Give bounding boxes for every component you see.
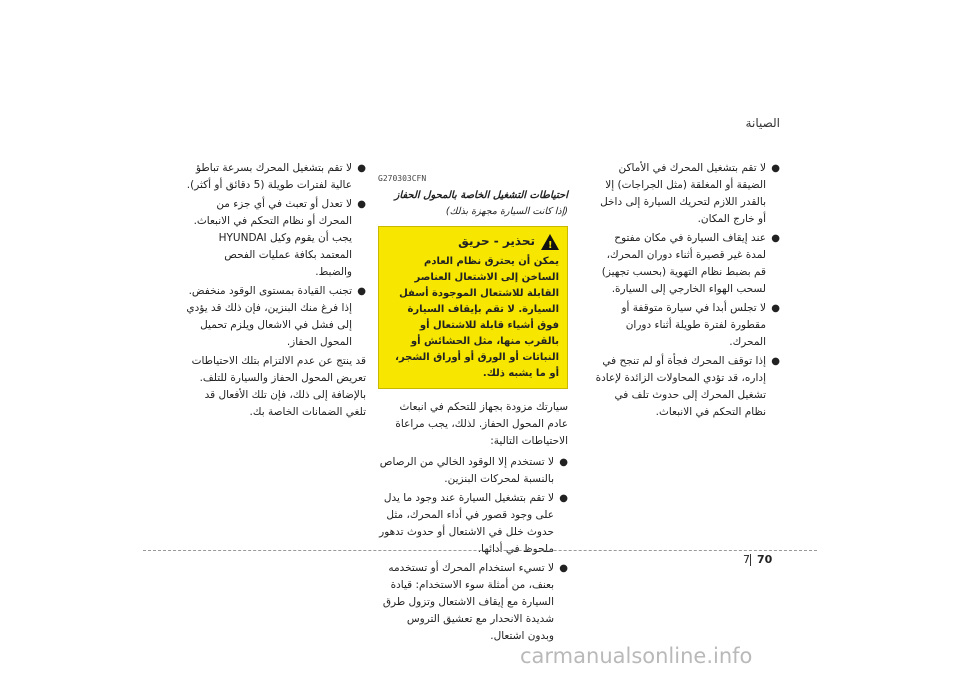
warning-header bbox=[387, 233, 559, 250]
middle-column bbox=[378, 170, 568, 647]
list-item: ● إذا توقف المحرك فجأة أو لم تنجح في إداره، قد تؤدي المحاولات الزائدة لإعادة تشغيل المحرك إلى حدوث تلف في نظام التحكم في الانبعاث. bbox=[595, 355, 780, 418]
list-item: ● لا تستخدم إلا الوقود الخالي من الرصاص بالنسبة لمحركات البنزين. bbox=[379, 456, 568, 485]
list-item: ● لا تقم بتشغيل المحرك في الأماكن الضيقة أو المغلقة (مثل الجراجات) إلا بالقدر اللازم لتحريك السيارة إلى داخل أو خارج المكان. bbox=[600, 162, 780, 225]
list-item: ● عند إيقاف السيارة في مكان مفتوح لمدة غير قصيرة أثناء دوران المحرك، قم بضبط نظام التهوية (بحسب تجهيز) لسحب الهواء الخارجي إلى السيارة. bbox=[601, 232, 780, 295]
footer-divider bbox=[143, 550, 817, 551]
page-separator bbox=[750, 554, 751, 566]
subsection-note: (إذا كانت السيارة مجهزة بذلك) bbox=[445, 206, 568, 217]
intro-paragraph: سيارتك مزودة بجهاز للتحكم في انبعاث عادم المحول الحفاز. لذلك، يجب مراعاة الاحتياطات التالية: bbox=[395, 401, 568, 447]
list-item: ● لا تقم بتشغيل المحرك بسرعة تباطؤ عالية لفترات طويلة (5 دقائق أو أكثر). bbox=[186, 162, 366, 191]
section-title: الصيانة bbox=[745, 116, 780, 130]
closing-paragraph: قد ينتج عن عدم الالتزام بتلك الاحتياطات تعريض المحول الحفاز والسيارة للتلف. بالإضافة إلى ذلك، فإن تلك الأفعال قد تلغي الضمانات الخاصة بك. bbox=[191, 355, 366, 418]
bullet-icon: ● bbox=[559, 457, 568, 468]
warning-triangle-icon: ! bbox=[541, 234, 559, 250]
bullet-icon: ● bbox=[357, 163, 366, 174]
list-item: ● لا تجلس أبدا في سيارة متوقفة أو مقطورة لفترة طويلة أثناء دوران المحرك. bbox=[621, 302, 780, 348]
left-column bbox=[186, 160, 366, 425]
bullet-icon: ● bbox=[559, 563, 568, 574]
bullet-icon: ● bbox=[559, 493, 568, 504]
warning-text: يمكن أن يحترق نظام العادم الساخن إلى الاشتعال العناصر القابلة للاشتعال الموجودة أسفل السيارة. لا تقم بإيقاف السيارة فوق أشياء قابلة للاشتعال أو بالقرب منها، مثل الحشائش أو النباتات أو الورق أو أوراق الشجر، أو ما يشبه ذلك. bbox=[395, 256, 559, 379]
list-item: ● لا تقم بتشغيل السيارة عند وجود ما يدل على وجود قصور في أداء المحرك، مثل حدوث خلل في الاشتعال أو حدوث تدهور ملحوظ في أدائها. bbox=[379, 492, 568, 555]
bullet-icon: ● bbox=[771, 356, 780, 367]
bullet-icon: ● bbox=[357, 199, 366, 210]
chapter-number: 7 bbox=[743, 553, 750, 566]
bullet-icon: ● bbox=[771, 303, 780, 314]
right-column bbox=[595, 160, 780, 423]
page-number bbox=[743, 553, 778, 566]
watermark: carmanualsonline.info bbox=[520, 644, 753, 668]
bullet-icon: ● bbox=[771, 163, 780, 174]
warning-title: تحذير - حريق bbox=[458, 234, 535, 248]
list-item: ● لا تعدل أو تعبث في أي جزء من المحرك أو نظام التحكم في الانبعاث. يجب أن يقوم وكيل HYUNDAI المعتمد بكافة عمليات الفحص والضبط. bbox=[193, 198, 366, 278]
list-item: ● تجنب القيادة بمستوى الوقود منخفض. إذا فرغ منك البنزين، فإن ذلك قد يؤدي إلى فشل في الاشعال ويلزم تحميل المحول الحفاز. bbox=[186, 285, 366, 348]
list-item: ● لا تسيء استخدام المحرك أو تستخدمه بعنف، من أمثلة سوء الاستخدام: قيادة السيارة مع إيقاف الاشتعال وتزول طرق شديدة الانحدار مع تعشيق التروس وبدون اشتعال. bbox=[382, 562, 568, 642]
page-number-value: 70 bbox=[757, 553, 773, 566]
warning-box bbox=[378, 226, 568, 389]
bullet-icon: ● bbox=[771, 233, 780, 244]
bullet-icon: ● bbox=[357, 286, 366, 297]
subsection-heading: احتياطات التشغيل الخاصة بالمحول الحفاز bbox=[394, 190, 568, 201]
section-code: G270303CFN bbox=[378, 174, 427, 183]
